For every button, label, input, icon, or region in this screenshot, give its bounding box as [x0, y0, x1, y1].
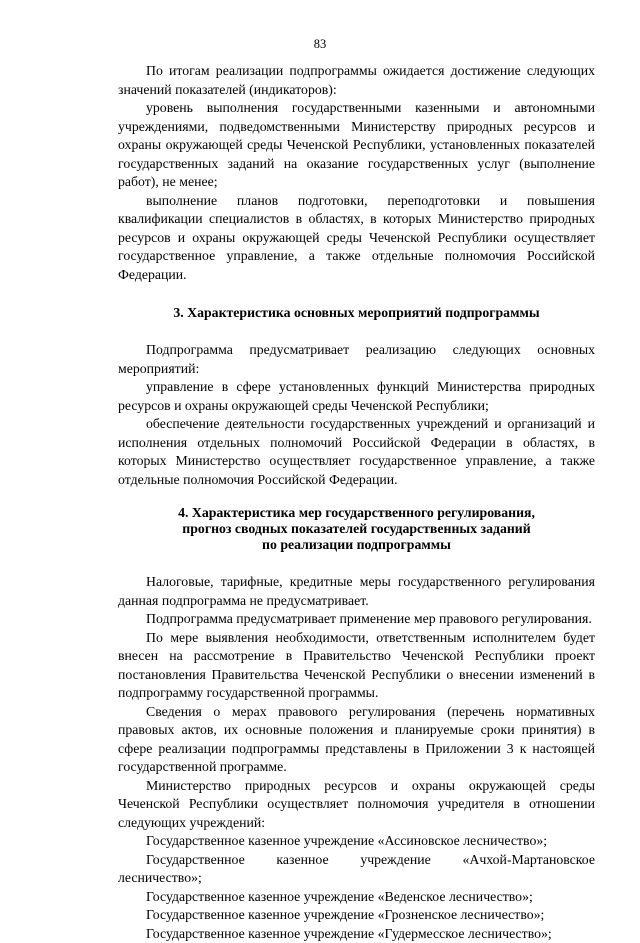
section-4-heading-block	[118, 505, 595, 553]
section-4-paragraph: Налоговые, тарифные, кредитные меры государственного регулирования данная подпрограмма не предусматривает.	[118, 573, 595, 610]
section-4-paragraph: По мере выявления необходимости, ответственным исполнителем будет внесен на рассмотрение в Правительство Чеченской Республики проект постановления Правительства Чеченской Республики о внесении изменений в подпрограмму государственной программы.	[118, 629, 595, 703]
institution-item: Государственное казенное учреждение «Гудермесское лесничество»;	[118, 925, 595, 943]
institution-item: Государственное казенное учреждение «Ачхой-Мартановское лесничество»;	[118, 851, 595, 888]
section-4-heading-line: 4. Характеристика мер государственного регулирования,	[118, 505, 595, 521]
intro-paragraph: По итогам реализации подпрограммы ожидается достижение следующих значений показателей (индикаторов):	[118, 62, 595, 99]
intro-paragraph: выполнение планов подготовки, переподготовки и повышения квалификации специалистов в областях, в которых Министерство природных ресурсов и охраны окружающей среды Чеченской Республики осуществляет государственное управление, а также отдельные полномочия Российской Федерации.	[118, 192, 595, 285]
intro-paragraph: уровень выполнения государственными казенными и автономными учреждениями, подведомственными Министерству природных ресурсов и охраны окружающей среды Чеченской Республики, установленных показателей государственных заданий на оказание государственных услуг (выполнение работ), не менее;	[118, 99, 595, 192]
page-content	[118, 62, 595, 943]
institution-item: Государственное казенное учреждение «Ассиновское лесничество»;	[118, 832, 595, 851]
section-3-paragraph: Подпрограмма предусматривает реализацию следующих основных мероприятий:	[118, 341, 595, 378]
section-4-paragraph: Подпрограмма предусматривает применение мер правового регулирования.	[118, 610, 595, 629]
section-3-paragraph: управление в сфере установленных функций Министерства природных ресурсов и охраны окружающей среды Чеченской Республики;	[118, 378, 595, 415]
section-4-heading-line: по реализации подпрограммы	[118, 537, 595, 553]
institution-item: Государственное казенное учреждение «Грозненское лесничество»;	[118, 906, 595, 925]
section-3-paragraph: обеспечение деятельности государственных учреждений и организаций и исполнения отдельных полномочий Российской Федерации в областях, в которых Министерство осуществляет государственное управление, а также отдельные полномочия Российской Федерации.	[118, 415, 595, 489]
section-4-paragraph: Сведения о мерах правового регулирования (перечень нормативных правовых актов, их основные положения и планируемые сроки принятия) в сфере реализации подпрограммы представлены в Приложении 3 к настоящей государственной программе.	[118, 703, 595, 777]
section-4-heading-line: прогноз сводных показателей государственных заданий	[118, 521, 595, 537]
section-4-paragraph: Министерство природных ресурсов и охраны окружающей среды Чеченской Республики осуществляет полномочия учредителя в отношении следующих учреждений:	[118, 777, 595, 833]
section-3-heading: 3. Характеристика основных мероприятий подпрограммы	[118, 305, 595, 321]
institution-item: Государственное казенное учреждение «Веденское лесничество»;	[118, 888, 595, 907]
section-3-heading-block	[118, 305, 595, 321]
section-4-heading	[118, 505, 595, 553]
page-number: 83	[0, 37, 640, 52]
